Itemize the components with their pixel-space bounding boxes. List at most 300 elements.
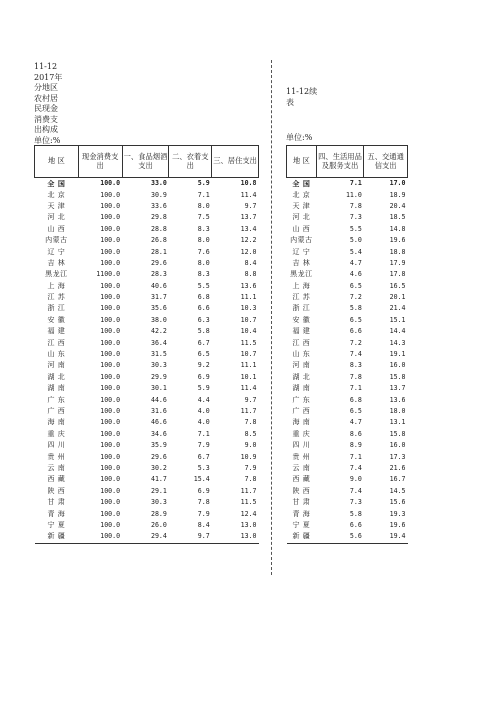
table-row — [35, 269, 259, 280]
housing-cell: 13.7 — [240, 213, 257, 222]
food-cell: 42.2 — [150, 327, 167, 336]
transport-cell: 21.6 — [389, 463, 406, 472]
daily-goods-cell: 6.5 — [349, 281, 362, 290]
food-cell: 46.6 — [150, 418, 167, 427]
housing-cell: 8.4 — [244, 258, 257, 267]
region-cell: 江 西 — [292, 338, 311, 347]
food-cell: 28.8 — [150, 224, 167, 233]
clothing-cell: 7.6 — [197, 247, 210, 256]
region-cell: 黑龙江 — [290, 270, 313, 279]
daily-goods-cell: 8.6 — [349, 429, 362, 438]
region-cell: 安 徽 — [47, 315, 66, 324]
daily-goods-cell: 7.2 — [349, 293, 362, 302]
transport-cell: 20.1 — [389, 293, 406, 302]
transport-cell: 15.6 — [389, 498, 406, 507]
housing-cell: 11.5 — [240, 338, 257, 347]
region-cell: 内蒙古 — [45, 236, 68, 245]
transport-cell: 13.1 — [389, 418, 406, 427]
table-row — [35, 508, 259, 519]
food-cell: 30.3 — [150, 498, 167, 507]
transport-cell: 19.6 — [389, 520, 406, 529]
clothing-cell: 4.4 — [197, 395, 210, 404]
food-cell: 33.0 — [150, 179, 167, 188]
cash-expenditure-cell: 100.0 — [100, 201, 121, 210]
region-cell: 甘 肃 — [292, 498, 311, 507]
table-row — [287, 189, 408, 200]
clothing-cell: 8.0 — [197, 258, 210, 267]
table-row — [287, 326, 408, 337]
cash-expenditure-cell: 100.0 — [100, 418, 121, 427]
housing-cell: 13.4 — [240, 224, 257, 233]
daily-goods-cell: 7.8 — [349, 372, 362, 381]
food-cell: 31.5 — [150, 350, 167, 359]
clothing-cell: 5.8 — [197, 327, 210, 336]
food-cell: 26.8 — [150, 236, 167, 245]
table-row — [287, 451, 408, 462]
food-cell: 41.7 — [150, 475, 167, 484]
clothing-cell: 6.7 — [197, 452, 210, 461]
daily-goods-cell: 4.6 — [349, 270, 362, 279]
header-transport: 五、交通通信支出 — [364, 146, 408, 178]
transport-cell: 16.0 — [389, 361, 406, 370]
table-row — [287, 337, 408, 348]
daily-goods-cell: 7.3 — [349, 498, 362, 507]
cash-expenditure-cell: 100.0 — [100, 475, 121, 484]
cash-expenditure-cell: 100.0 — [100, 452, 121, 461]
region-cell: 上 海 — [292, 281, 311, 290]
table-row — [287, 360, 408, 371]
clothing-cell: 8.3 — [197, 270, 210, 279]
transport-cell: 19.6 — [389, 236, 406, 245]
table-row — [35, 326, 259, 337]
page-split-divider — [271, 60, 272, 575]
transport-cell: 17.9 — [389, 258, 406, 267]
daily-goods-cell: 4.7 — [349, 418, 362, 427]
region-cell: 湖 北 — [47, 372, 66, 381]
region-cell: 宁 夏 — [47, 520, 66, 529]
housing-cell: 11.7 — [240, 407, 257, 415]
table-row — [35, 463, 259, 474]
housing-cell: 9.7 — [244, 201, 257, 210]
table-row — [35, 383, 259, 394]
region-cell: 辽 宁 — [292, 247, 311, 256]
table-row — [287, 246, 408, 257]
clothing-cell: 6.3 — [197, 315, 210, 324]
cash-expenditure-cell: 100.0 — [100, 190, 121, 199]
table-row — [35, 394, 259, 405]
table-row — [287, 429, 408, 440]
table-row — [287, 463, 408, 474]
cash-expenditure-cell: 100.0 — [100, 395, 121, 404]
table-row — [287, 497, 408, 508]
clothing-cell: 7.8 — [197, 498, 210, 507]
housing-cell: 8.5 — [244, 429, 257, 438]
housing-cell: 12.2 — [240, 236, 257, 245]
transport-cell: 18.5 — [389, 213, 406, 222]
food-cell: 26.0 — [150, 520, 167, 529]
housing-cell: 13.6 — [240, 281, 257, 290]
clothing-cell: 15.4 — [193, 475, 210, 484]
clothing-cell: 6.7 — [197, 338, 210, 347]
table-row — [287, 440, 408, 451]
clothing-cell: 9.2 — [197, 361, 210, 370]
table-row — [35, 372, 259, 383]
daily-goods-cell: 7.3 — [349, 213, 362, 222]
transport-cell: 15.1 — [389, 315, 406, 324]
food-cell: 30.9 — [150, 190, 167, 199]
daily-goods-cell: 7.4 — [349, 486, 362, 495]
housing-cell: 10.3 — [240, 304, 257, 313]
clothing-cell: 6.8 — [197, 293, 210, 302]
region-cell: 西 藏 — [292, 475, 311, 484]
transport-cell: 18.8 — [389, 247, 406, 256]
clothing-cell: 7.5 — [197, 213, 210, 222]
header-region: 地 区 — [287, 146, 317, 178]
clothing-cell: 6.5 — [197, 350, 210, 359]
daily-goods-cell: 5.5 — [349, 224, 362, 233]
region-cell: 浙 江 — [47, 304, 66, 313]
transport-cell: 19.4 — [364, 531, 408, 543]
food-cell: 29.9 — [150, 372, 167, 381]
region-cell: 江 苏 — [292, 293, 311, 302]
region-cell: 吉 林 — [47, 258, 66, 267]
cash-expenditure-cell: 100.0 — [100, 361, 121, 370]
clothing-cell: 9.7 — [169, 531, 212, 543]
clothing-cell: 5.9 — [197, 384, 210, 393]
region-cell: 青 海 — [47, 509, 66, 518]
clothing-cell: 6.6 — [197, 304, 210, 313]
daily-goods-cell: 4.7 — [349, 258, 362, 267]
table-row — [35, 531, 259, 543]
table-row — [35, 281, 259, 292]
region-cell: 河 北 — [47, 213, 66, 222]
housing-cell: 7.9 — [244, 463, 257, 472]
table-row — [35, 406, 259, 417]
housing-cell: 11.4 — [240, 190, 257, 199]
cash-expenditure-cell: 100.0 — [100, 315, 121, 324]
transport-cell: 20.4 — [389, 201, 406, 210]
table-row — [35, 292, 259, 303]
daily-goods-cell: 5.6 — [316, 531, 364, 543]
table-row — [35, 303, 259, 314]
table-row — [287, 520, 408, 531]
table-row — [35, 212, 259, 223]
transport-cell: 17.3 — [389, 452, 406, 461]
region-cell: 重 庆 — [292, 429, 311, 438]
transport-cell: 14.8 — [389, 224, 406, 233]
cash-expenditure-cell: 100.0 — [100, 520, 121, 529]
clothing-cell: 4.0 — [197, 418, 210, 427]
region-cell: 天 津 — [47, 201, 66, 210]
region-cell: 青 海 — [292, 509, 311, 518]
clothing-cell: 4.0 — [197, 407, 210, 415]
housing-cell: 12.4 — [240, 509, 257, 518]
cash-expenditure-cell: 100.0 — [100, 498, 121, 507]
region-cell: 广 西 — [47, 407, 66, 415]
region-cell: 北 京 — [47, 190, 66, 199]
table-row — [35, 417, 259, 428]
region-cell: 山 西 — [47, 224, 66, 233]
clothing-cell: 5.3 — [197, 463, 210, 472]
region-cell: 山 西 — [292, 224, 311, 233]
transport-cell: 21.4 — [389, 304, 406, 313]
table-header-row — [35, 146, 259, 178]
housing-cell: 8.8 — [244, 270, 257, 279]
food-cell: 35.6 — [150, 304, 167, 313]
cash-expenditure-cell: 100.0 — [100, 236, 121, 245]
transport-cell: 16.0 — [389, 441, 406, 450]
table-row — [35, 337, 259, 348]
region-cell: 新 疆 — [287, 531, 317, 543]
daily-goods-cell: 5.8 — [349, 509, 362, 518]
clothing-cell: 5.5 — [197, 281, 210, 290]
transport-cell: 14.4 — [389, 327, 406, 336]
housing-cell: 13.0 — [240, 520, 257, 529]
food-cell: 30.3 — [150, 361, 167, 370]
table-row — [35, 246, 259, 257]
region-cell: 陕 西 — [47, 486, 66, 495]
cash-expenditure-cell: 100.0 — [78, 531, 122, 543]
cash-expenditure-cell: 100.0 — [100, 441, 121, 450]
daily-goods-cell: 7.1 — [349, 384, 362, 393]
table-row — [287, 201, 408, 212]
region-cell: 四 川 — [292, 441, 311, 450]
region-cell: 海 南 — [47, 418, 66, 427]
housing-cell: 7.8 — [244, 418, 257, 427]
table-row — [35, 235, 259, 246]
daily-goods-cell: 7.1 — [349, 452, 362, 461]
daily-goods-cell: 9.0 — [349, 475, 362, 484]
food-cell: 29.4 — [122, 531, 169, 543]
daily-goods-cell: 7.1 — [349, 179, 362, 188]
cash-expenditure-cell: 100.0 — [100, 281, 121, 290]
table-row — [287, 372, 408, 383]
table-continued-caption: 11-12续 表 — [286, 87, 318, 107]
food-cell: 29.1 — [150, 486, 167, 495]
housing-cell: 11.4 — [240, 384, 257, 393]
clothing-cell: 5.9 — [197, 179, 210, 188]
food-cell: 29.8 — [150, 213, 167, 222]
cash-expenditure-cell: 100.0 — [100, 407, 121, 415]
daily-goods-cell: 5.8 — [349, 304, 362, 313]
clothing-cell: 7.1 — [197, 429, 210, 438]
cash-expenditure-cell: 100.0 — [100, 327, 121, 336]
housing-cell: 10.8 — [240, 179, 257, 188]
clothing-cell: 8.0 — [197, 201, 210, 210]
food-cell: 28.3 — [150, 270, 167, 279]
food-cell: 30.1 — [150, 384, 167, 393]
food-cell: 33.6 — [150, 201, 167, 210]
table-row — [287, 474, 408, 485]
table-row — [35, 451, 259, 462]
transport-cell: 15.8 — [389, 372, 406, 381]
region-cell: 四 川 — [47, 441, 66, 450]
region-cell: 云 南 — [47, 463, 66, 472]
transport-cell: 18.0 — [389, 407, 406, 415]
transport-cell: 15.8 — [389, 429, 406, 438]
daily-goods-cell: 6.5 — [349, 407, 362, 415]
food-cell: 28.1 — [150, 247, 167, 256]
transport-cell: 13.6 — [389, 395, 406, 404]
table-row — [287, 269, 408, 280]
table-row — [35, 440, 259, 451]
food-cell: 44.6 — [150, 395, 167, 404]
housing-cell: 9.0 — [244, 441, 257, 450]
region-cell: 重 庆 — [47, 429, 66, 438]
transport-cell: 16.5 — [389, 281, 406, 290]
table-row — [35, 178, 259, 190]
region-cell: 上 海 — [47, 281, 66, 290]
region-cell: 贵 州 — [292, 452, 311, 461]
region-cell: 浙 江 — [292, 304, 311, 313]
header-food: 一、食品烟酒支出 — [122, 146, 169, 178]
cash-expenditure-cell: 100.0 — [100, 258, 121, 267]
housing-cell: 7.8 — [244, 475, 257, 484]
food-cell: 30.2 — [150, 463, 167, 472]
daily-goods-cell: 11.0 — [345, 190, 362, 199]
table-row — [35, 360, 259, 371]
cash-expenditure-cell: 100.0 — [100, 350, 121, 359]
daily-goods-cell: 6.8 — [349, 395, 362, 404]
cash-expenditure-cell: 100.0 — [100, 247, 121, 256]
table-row — [287, 258, 408, 269]
table-row — [35, 315, 259, 326]
transport-cell: 17.0 — [389, 179, 406, 188]
region-cell: 北 京 — [292, 190, 311, 199]
region-cell: 全 国 — [47, 179, 66, 189]
region-cell: 全 国 — [292, 179, 311, 189]
cash-expenditure-cell: 100.0 — [100, 429, 121, 438]
table-row — [287, 212, 408, 223]
clothing-cell: 7.9 — [197, 509, 210, 518]
table-row — [35, 474, 259, 485]
table-row — [287, 531, 408, 543]
daily-goods-cell: 7.2 — [349, 338, 362, 347]
cash-expenditure-cell: 100.0 — [100, 224, 121, 233]
region-cell: 内蒙古 — [290, 236, 313, 245]
table-row — [287, 394, 408, 405]
table-row — [35, 429, 259, 440]
transport-cell: 14.3 — [389, 338, 406, 347]
transport-cell: 17.8 — [389, 270, 406, 279]
transport-cell: 13.7 — [389, 384, 406, 393]
table-row — [287, 406, 408, 417]
region-cell: 黑龙江 — [45, 270, 68, 279]
clothing-cell: 6.9 — [197, 372, 210, 381]
region-cell: 山 东 — [292, 350, 311, 359]
region-cell: 西 藏 — [47, 475, 66, 484]
table-row — [35, 497, 259, 508]
clothing-cell: 7.9 — [197, 441, 210, 450]
region-cell: 广 东 — [292, 395, 311, 404]
table-row — [287, 292, 408, 303]
housing-cell: 10.7 — [240, 350, 257, 359]
food-cell: 34.6 — [150, 429, 167, 438]
housing-cell: 11.1 — [240, 293, 257, 302]
region-cell: 福 建 — [292, 327, 311, 336]
region-cell: 湖 南 — [292, 384, 311, 393]
clothing-cell: 6.9 — [197, 486, 210, 495]
table-row — [35, 349, 259, 360]
transport-cell: 19.1 — [389, 350, 406, 359]
expenditure-table-left — [34, 145, 259, 544]
daily-goods-cell: 8.9 — [349, 441, 362, 450]
region-cell: 河 南 — [47, 361, 66, 370]
header-daily-goods: 四、生活用品及服务支出 — [316, 146, 364, 178]
table-row — [287, 383, 408, 394]
clothing-cell: 8.3 — [197, 224, 210, 233]
cash-expenditure-cell: 1100.0 — [96, 270, 121, 279]
region-cell: 河 南 — [292, 361, 311, 370]
region-cell: 辽 宁 — [47, 247, 66, 256]
daily-goods-cell: 5.0 — [349, 236, 362, 245]
table-row — [287, 315, 408, 326]
housing-cell: 12.0 — [240, 247, 257, 256]
region-cell: 江 西 — [47, 338, 66, 347]
transport-cell: 14.5 — [389, 486, 406, 495]
cash-expenditure-cell: 100.0 — [100, 304, 121, 313]
food-cell: 40.6 — [150, 281, 167, 290]
daily-goods-cell: 8.3 — [349, 361, 362, 370]
housing-cell: 10.9 — [240, 452, 257, 461]
daily-goods-cell: 6.6 — [349, 520, 362, 529]
table-row — [287, 281, 408, 292]
region-cell: 天 津 — [292, 201, 311, 210]
table-row — [287, 349, 408, 360]
table-header-row — [287, 146, 408, 178]
region-cell: 新 疆 — [35, 531, 79, 543]
region-cell: 吉 林 — [292, 258, 311, 267]
food-cell: 38.0 — [150, 315, 167, 324]
region-cell: 广 西 — [292, 407, 311, 415]
table-row — [287, 486, 408, 497]
region-cell: 广 东 — [47, 395, 66, 404]
cash-expenditure-cell: 100.0 — [100, 213, 121, 222]
table-row — [287, 178, 408, 190]
cash-expenditure-cell: 100.0 — [100, 486, 121, 495]
housing-cell: 10.7 — [240, 315, 257, 324]
table-caption: 11-12 2017年 分地区 农村居 民现金 消费支 出构成 单位:% — [34, 62, 63, 145]
region-cell: 湖 南 — [47, 384, 66, 393]
daily-goods-cell: 7.4 — [349, 463, 362, 472]
table-row — [287, 235, 408, 246]
cash-expenditure-cell: 100.0 — [100, 372, 121, 381]
header-clothing: 二、衣着支出 — [169, 146, 212, 178]
daily-goods-cell: 7.8 — [349, 201, 362, 210]
food-cell: 31.6 — [150, 407, 167, 415]
housing-cell: 13.0 — [212, 531, 259, 543]
housing-cell: 10.4 — [240, 327, 257, 336]
region-cell: 江 苏 — [47, 293, 66, 302]
cash-expenditure-cell: 100.0 — [100, 179, 121, 188]
daily-goods-cell: 5.4 — [349, 247, 362, 256]
expenditure-table-right — [286, 145, 408, 544]
header-region: 地 区 — [35, 146, 79, 178]
transport-cell: 16.7 — [389, 475, 406, 484]
region-cell: 福 建 — [47, 327, 66, 336]
region-cell: 贵 州 — [47, 452, 66, 461]
region-cell: 宁 夏 — [292, 520, 311, 529]
region-cell: 甘 肃 — [47, 498, 66, 507]
housing-cell: 11.7 — [240, 486, 257, 495]
region-cell: 海 南 — [292, 418, 311, 427]
table-row — [35, 258, 259, 269]
clothing-cell: 7.1 — [197, 190, 210, 199]
cash-expenditure-cell: 100.0 — [100, 338, 121, 347]
table-row — [287, 417, 408, 428]
clothing-cell: 8.0 — [197, 236, 210, 245]
header-cash-expenditure: 现金消费支出 — [78, 146, 122, 178]
